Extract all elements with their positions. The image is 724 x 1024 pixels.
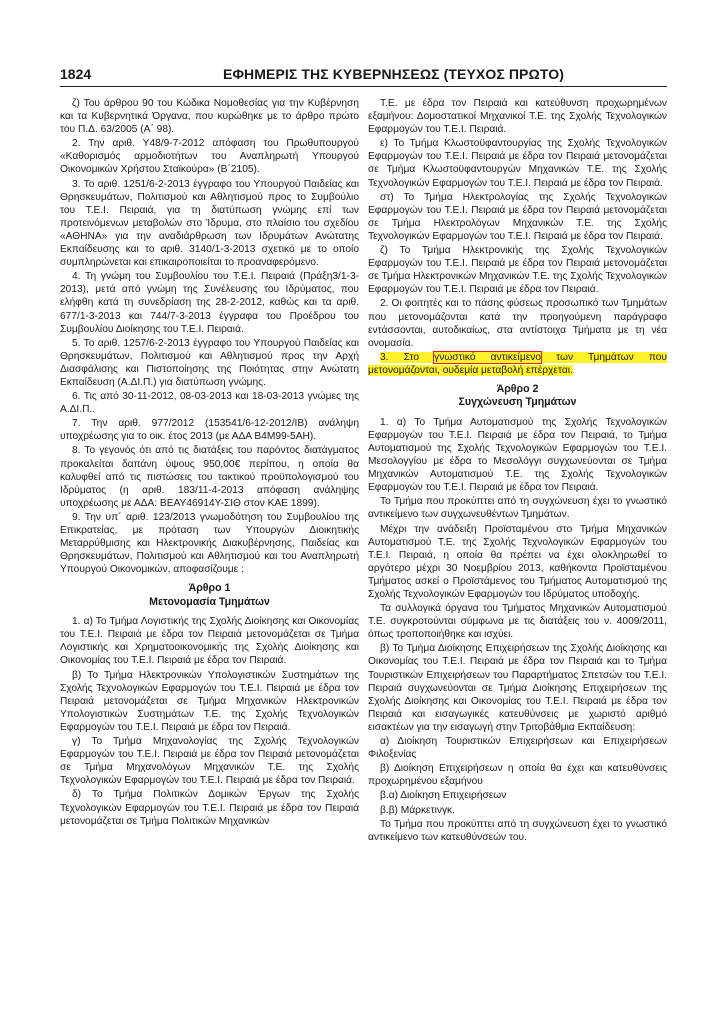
paragraph: 7. Την αριθ. 977/2012 (153541/6-12-2012/ΙΒ) ανάληψη υποχρέωσης για το οικ. έτος 2013 (με ΑΔΑ Β4Μ99-5ΑΗ). xyxy=(60,418,359,443)
article-1-title: Άρθρο 1 xyxy=(188,582,231,595)
paragraph: Τα συλλογικά όργανα του Τμήματος Μηχανικών Αυτοματισμού Τ.Ε. συγκροτούνται σύμφωνα με τις διατάξεις του ν. 4009/2011, όπως τροποποιήθηκε και ισχύει. xyxy=(368,603,667,641)
boxed-term: γνωστικό αντικείμενο xyxy=(434,351,541,363)
paragraph: β) Διοίκηση Επιχειρήσεων η οποία θα έχει και κατευθύνσεις προχωρημένου εξαμήνου xyxy=(368,763,667,788)
running-title: ΕΦΗΜΕΡΙΣ ΤΗΣ ΚΥΒΕΡΝΗΣΕΩΣ (ΤΕΥΧΟΣ ΠΡΩΤΟ) xyxy=(223,66,564,82)
right-column xyxy=(368,97,667,845)
paragraph: β.α) Διοίκηση Επιχειρήσεων xyxy=(380,790,507,802)
paragraph: β) Το Τμήμα Διοίκησης Επιχειρήσεων της Σχολής Διοίκησης και Οικονομίας του Τ.Ε.Ι. Πειραιά με έδρα τον Πειραιά και το Τμήμα Τουριστικών Επιχειρήσεων του Παραρτήματος Σπετσών του Τ.Ε.Ι. Πειραιά συγχωνεύονται σε Τμήμα Διοίκησης Επιχειρήσεων της Σχολής Διοίκησης και Οικονομίας του Τ.Ε.Ι. Πειραιά με έδρα τον Πειραιά και εισαγωγικές κατευθύνσεις με χωριστό αριθμό εισακτέων για την εισαγωγή στην Τριτοβάθμια Εκπαίδευση: xyxy=(368,643,667,733)
paragraph: 3. Το αριθ. 1251/6-2-2013 έγγραφο του Υπουργού Παιδείας και Θρησκευμάτων, Πολιτισμού και Αθλητισμού προς το Συμβούλιο του Τ.Ε.Ι. Πειραιά, για τη διατύπωση γνώμης επί των προτεινόμενων μεταβολών στο Ίδρυμα, στο πλαίσιο του σχεδίου «ΑΘΗΝΑ» για την αναδιάρθρωση των Ιδρυμάτων Ανώτατης Εκπαίδευσης και το αριθ. 3140/1-3-2013 σχετικό με το οποίο συμπληρώνεται και επικαιροποιείται το προαναφερόμενο. xyxy=(60,178,359,269)
article-2-subtitle: Συγχώνευση Τμημάτων xyxy=(458,396,577,409)
paragraph: β) Το Τμήμα Ηλεκτρονικών Υπολογιστικών Συστημάτων της Σχολής Τεχνολογικών Εφαρμογών του Τ.Ε.Ι. Πειραιά με έδρα τον Πειραιά μετονομάζεται σε Τμήμα Μηχανικών Ηλεκτρονικών Υπολογιστικών Συστημάτων Τ.Ε. της Σχολής Τεχνολογικών Εφαρμογών του Τ.Ε.Ι. Πειραιά με έδρα τον Πειραιά. xyxy=(60,669,359,733)
paragraph: Μέχρι την ανάδειξη Προϊσταμένου στο Τμήμα Μηχανικών Αυτοματισμού Τ.Ε. της Σχολής Τεχνολογικών Εφαρμογών του Τ.Ε.Ι. Πειραιά, η οποία θα πρέπει να έχει ολοκληρωθεί το αργότερο μέχρι 30 Νοεμβρίου 2013, καθήκοντα Προϊσταμένου Τμήματος ασκεί ο Προϊστάμενος του Τμήματος Αυτοματισμού της Σχολής Τεχνολογικών Εφαρμογών του Ιδρύματος υποδοχής. xyxy=(368,523,667,600)
paragraph: 1. α) Το Τμήμα Αυτοματισμού της Σχολής Τεχνολογικών Εφαρμογών του Τ.Ε.Ι. Πειραιά με έδρα τον Πειραιά, το Τμήμα Αυτοματισμού της Σχολής Τεχνολογικών Εφαρμογών του Τ.Ε.Ι. Μεσολογγίου με έδρα το Μεσολόγγι συγχωνεύονται σε Τμήμα Μηχανικών Αυτοματισμού Τ.Ε. της Σχολής Τεχνολογικών Εφαρμογών του Τ.Ε.Ι. Πειραιά με έδρα τον Πειραιά. xyxy=(368,416,667,494)
paragraph: 2. Οι φοιτητές και το πάσης φύσεως προσωπικό των Τμημάτων που μετονομάζονται κατά την προηγούμενη παράγραφο εντάσσονται, αυτοδικαίως, στα αντίστοιχα Τμήματα με τη νέα ονομασία. xyxy=(368,298,667,349)
left-column xyxy=(60,97,359,829)
highlighted-paragraph xyxy=(368,351,667,377)
highlight-mark xyxy=(368,352,667,376)
paragraph: 4. Τη γνώμη του Συμβουλίου του Τ.Ε.Ι. Πειραιά (Πράξη3/1-3-2013), μετά από γνώμη της Συνέλευσης του Ιδρύματος, που ελήφθη κατά τη συνεδρίαση της 28-2-2012, καθώς και τα αριθ. 677/1-3-2013 και 744/7-3-2013 έγγραφα του Προέδρου του Συμβουλίου Διοίκησης του Τ.Ε.Ι. Πειραιά. xyxy=(60,271,359,335)
paragraph: δ) Το Τμήμα Πολιτικών Δομικών Έργων της Σχολής Τεχνολογικών Εφαρμογών του Τ.Ε.Ι. Πειραιά με έδρα τον Πειραιά μετονομάζεται σε Τμήμα Πολιτικών Μηχανικών xyxy=(60,789,359,827)
right-paragraphs-before xyxy=(368,97,667,350)
highlight-suffix: των Τμημάτων που μετονομάζονται, ουδεμία μεταβολή επέρχεται. xyxy=(368,351,667,376)
paragraph: Τ.Ε. με έδρα τον Πειραιά και κατεύθυνση προχωρημένων εξαμήνου: Δομοστατικοί Μηχανικοί Τ.Ε. της Σχολής Τεχνολογικών Εφαρμογών του Τ.Ε.Ι. Πειραιά. xyxy=(368,98,667,136)
paragraph: γ) Το Τμήμα Μηχανολογίας της Σχολής Τεχνολογικών Εφαρμογών του Τ.Ε.Ι. Πειραιά με έδρα τον Πειραιά μετονομάζεται σε Τμήμα Μηχανολόγων Μηχανικών Τ.Ε. της Σχολής Τεχνολογικών Εφαρμογών του Τ.Ε.Ι. Πειραιά με έδρα τον Πειραιά. xyxy=(60,736,359,787)
paragraph: 5. Το αριθ. 1257/6-2-2013 έγγραφο του Υπουργού Παιδείας και Θρησκευμάτων, Πολιτισμού και Αθλητισμού προς την Αρχή Διασφάλισης και Πιστοποίησης της Ποιότητας στην Ανώτατη Εκπαίδευση (Α.ΔΙ.Π.) για διατύπωση γνώμης. xyxy=(60,337,359,388)
paragraph: Το Τμήμα που προκύπτει από τη συγχώνευση έχει το γνωστικό αντικείμενο των συγχωνευθέντων Τμημάτων. xyxy=(368,496,667,521)
paragraph: 8. Το γεγονός ότι από τις διατάξεις του παρόντος διατάγματος προκαλείται δαπάνη ύψους 950,00€ περίπου, η οποία θα καλυφθεί από τις πιστώσεις του τακτικού προϋπολογισμού του Ιδρύματος (η αριθ. 183/11-4-2013 απόφαση ανάληψης υποχρέωσης με ΑΔΑ: ΒΕΑΥ46914Υ-ΣΙΘ στον ΚΑΕ 1899). xyxy=(60,445,359,509)
paragraph: ε) Το Τμήμα Κλωστοϋφαντουργίας της Σχολής Τεχνολογικών Εφαρμογών του Τ.Ε.Ι. Πειραιά με έδρα τον Πειραιά μετονομάζεται σε Τμήμα Κλωστοϋφαντουργών Μηχανικών Τ.Ε. της Σχολής Τεχνολογικών Εφαρμογών του Τ.Ε.Ι. Πειραιά με έδρα τον Πειραιά. xyxy=(368,138,667,189)
left-paragraphs xyxy=(60,97,359,576)
paragraph: α) Διοίκηση Τουριστικών Επιχειρήσεων και Επιχειρήσεων Φιλοξενίας xyxy=(368,736,667,761)
paragraph: ζ) Το Τμήμα Ηλεκτρονικής της Σχολής Τεχνολογικών Εφαρμογών του Τ.Ε.Ι. Πειραιά με έδρα τον Πειραιά μετονομάζεται σε Τμήμα Ηλεκτρονικών Μηχανικών Τ.Ε. της Σχολής Τεχνολογικών Εφαρμογών του Τ.Ε.Ι. Πειραιά με έδρα τον Πειραιά. xyxy=(368,245,667,296)
paragraph: 2. Την αριθ. Υ48/9-7-2012 απόφαση του Πρωθυπουργού «Καθορισμός αρμοδιοτήτων του Αναπληρωτή Υπουργού Οικονομικών Χρήστου Σταϊκούρα» (Β΄2105). xyxy=(60,138,359,176)
article-1-paragraphs xyxy=(60,615,359,828)
paragraph: 6. Τις από 30-11-2012, 08-03-2013 και 18-03-2013 γνώμες της Α.ΔΙ.Π.. xyxy=(60,391,359,416)
page-header xyxy=(60,66,667,87)
page-number: 1824 xyxy=(60,66,92,82)
article-1-subtitle: Μετονομασία Τμημάτων xyxy=(149,595,270,608)
right-paragraphs-after xyxy=(368,416,667,844)
paragraph: 1. α) Το Τμήμα Λογιστικής της Σχολής Διοίκησης και Οικονομίας του Τ.Ε.Ι. Πειραιά με έδρα τον Πειραιά μετονομάζεται σε Τμήμα Λογιστικής και Χρηματοοικονομικής της Σχολής Διοίκησης και Οικονομίας του Τ.Ε.Ι. Πειραιά με έδρα τον Πειραιά. xyxy=(60,616,359,667)
paragraph: Το Τμήμα που προκύπτει από τη συγχώνευση έχει το γνωστικό αντικείμενο των κατευθύνσεών του. xyxy=(368,818,667,843)
paragraph: β.β) Μάρκετινγκ. xyxy=(380,804,455,816)
article-2-title: Άρθρο 2 xyxy=(496,382,539,395)
highlight-prefix: 3. Στο xyxy=(380,351,435,363)
paragraph: 9. Την υπ΄ αριθ. 123/2013 γνωμοδότηση του Συμβουλίου της Επικρατείας, με πρόταση των Υπουργών Διοικητικής Μεταρρύθμισης και Ηλεκτρονικής Διακυβέρνησης, Παιδείας και Θρησκευμάτων, Πολιτισμού και Αθλητισμού και του Αναπληρωτή Υπουργού Οικονομικών, αποφασίζουμε : xyxy=(60,511,359,576)
paragraph: στ) Το Τμήμα Ηλεκτρολογίας της Σχολής Τεχνολογικών Εφαρμογών του Τ.Ε.Ι. Πειραιά με έδρα τον Πειραιά μετονομάζεται σε Τμήμα Ηλεκτρολόγων Μηχανικών Τ.Ε. της Σχολής Τεχνολογικών Εφαρμογών του Τ.Ε.Ι. Πειραιά με έδρα τον Πειραιά. xyxy=(368,191,667,242)
paragraph: ζ) Του άρθρου 90 του Κώδικα Νομοθεσίας για την Κυβέρνηση και τα Κυβερνητικά Όργανα, που κυρώθηκε με το άρθρο πρώτο του Π.Δ. 63/2005 (Α΄ 98). xyxy=(60,98,359,136)
